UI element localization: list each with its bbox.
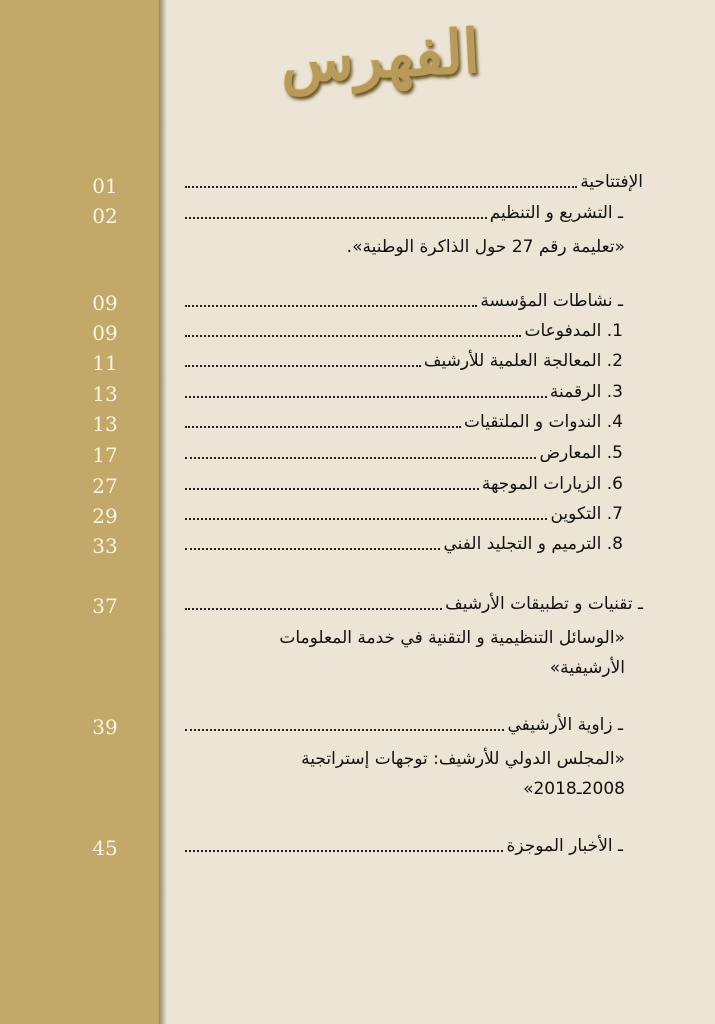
toc-entry[interactable] bbox=[185, 409, 643, 435]
toc-entry-label: 8. الترميم و التجليد الفني bbox=[443, 534, 623, 554]
page-number: 29 bbox=[92, 504, 118, 528]
toc-entry[interactable] bbox=[185, 591, 643, 617]
page-number: 17 bbox=[92, 443, 118, 467]
page-number: 09 bbox=[92, 321, 118, 345]
dot-leader bbox=[185, 426, 461, 428]
toc-entry[interactable] bbox=[185, 200, 643, 226]
page-number: 13 bbox=[92, 382, 118, 406]
page-number: 09 bbox=[92, 291, 118, 315]
toc-subtitle: 2008ـ2018» bbox=[523, 779, 625, 799]
dot-leader bbox=[185, 396, 547, 398]
dot-leader bbox=[185, 335, 521, 337]
toc-entry[interactable] bbox=[185, 318, 643, 344]
toc-entry[interactable] bbox=[185, 288, 643, 314]
dot-leader bbox=[185, 365, 421, 367]
toc-entry-label: 2. المعالجة العلمية للأرشيف bbox=[423, 351, 623, 371]
dot-leader bbox=[185, 548, 440, 550]
page-number: 02 bbox=[92, 204, 118, 228]
toc-entry-label: 1. المدفوعات bbox=[524, 321, 623, 341]
sidebar-shadow bbox=[159, 0, 167, 1024]
toc-entry[interactable] bbox=[185, 501, 643, 527]
page-title: الفهرس bbox=[278, 16, 482, 98]
toc-entry-label: 4. الندوات و الملتقيات bbox=[464, 412, 623, 432]
toc-entry-label: الإفتتاحية bbox=[580, 172, 643, 192]
dot-leader bbox=[185, 186, 577, 188]
toc-subtitle: «الوسائل التنظيمية و التقنية في خدمة المعلومات bbox=[279, 628, 625, 648]
toc-entry-label: ـ التشريع و التنظيم bbox=[489, 203, 623, 223]
dot-leader bbox=[185, 729, 504, 731]
toc-entry[interactable] bbox=[185, 348, 643, 374]
page-number: 39 bbox=[92, 715, 118, 739]
dot-leader bbox=[185, 457, 536, 459]
page-number: 01 bbox=[92, 174, 118, 198]
toc-entry-label: 6. الزيارات الموجهة bbox=[481, 474, 623, 494]
toc-entry-label: ـ الأخبار الموجزة bbox=[506, 836, 623, 856]
toc-entry-label: ـ نشاطات المؤسسة bbox=[480, 291, 623, 311]
page-number: 13 bbox=[92, 412, 118, 436]
page-number: 37 bbox=[92, 594, 118, 618]
dot-leader bbox=[185, 217, 487, 219]
dot-leader bbox=[185, 608, 442, 610]
toc-entry[interactable] bbox=[185, 169, 643, 195]
sidebar-band bbox=[0, 0, 159, 1024]
toc-entry[interactable] bbox=[185, 471, 643, 497]
toc-entry[interactable] bbox=[185, 712, 643, 738]
page-number: 33 bbox=[92, 534, 118, 558]
toc-entry[interactable] bbox=[185, 531, 643, 557]
toc-entry-label: ـ تقنيات و تطبيقات الأرشيف bbox=[445, 594, 643, 614]
dot-leader bbox=[185, 518, 547, 520]
toc-entry[interactable] bbox=[185, 440, 643, 466]
toc-subtitle: «تعليمة رقم 27 حول الذاكرة الوطنية». bbox=[346, 237, 625, 257]
toc-entry[interactable] bbox=[185, 833, 643, 859]
dot-leader bbox=[185, 850, 503, 852]
toc-subtitle: «المجلس الدولي للأرشيف: توجهات إستراتجية bbox=[301, 749, 625, 769]
toc-entry[interactable] bbox=[185, 379, 643, 405]
page-number: 27 bbox=[92, 474, 118, 498]
page-number: 45 bbox=[92, 836, 118, 860]
toc-entry-label: 3. الرقمنة bbox=[549, 382, 623, 402]
dot-leader bbox=[185, 488, 479, 490]
toc-entry-label: 7. التكوين bbox=[550, 504, 623, 524]
page-number: 11 bbox=[92, 351, 118, 375]
dot-leader bbox=[185, 305, 477, 307]
toc-subtitle: الأرشيفية» bbox=[549, 658, 625, 678]
toc-entry-label: ـ زاوية الأرشيفي bbox=[507, 715, 623, 735]
toc-entry-label: 5. المعارض bbox=[539, 443, 623, 463]
